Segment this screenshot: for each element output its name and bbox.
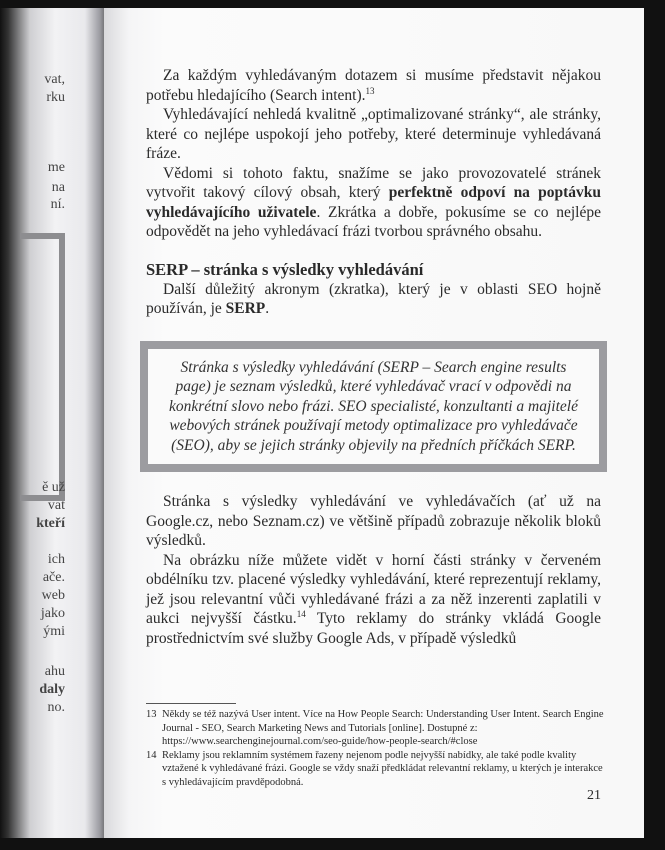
background-edge xyxy=(643,0,665,850)
left-fragment: vat, xyxy=(44,72,65,87)
left-fragment: na xyxy=(51,180,65,195)
left-fragment: ě už xyxy=(42,480,65,495)
background-edge xyxy=(0,0,665,8)
paragraph: Další důležitý akronym (zkratka), který je v oblasti SEO hojně používán, je SERP. xyxy=(146,280,601,317)
left-fragment: daly xyxy=(39,682,65,697)
footnote-ref: 13 xyxy=(365,85,375,96)
left-fragment: rku xyxy=(46,90,65,105)
definition-box: Stránka s výsledky vyhledávání (SERP – Search engine results page) je seznam výsledků, které vyhledávač vrací v odpovědi na konkrétní slovo nebo frázi. SEO specialisté, konzultanti a majitelé webových stránek používají metody optimalizace pro vyhledávače (SEO), aby se jejich stránky objevily na předních příčkách SERP. xyxy=(140,341,607,473)
left-fragment: ahu xyxy=(44,664,65,679)
left-fragment: ich xyxy=(47,552,65,567)
left-fragment: kteří xyxy=(36,516,65,531)
paragraph: Vědomi si tohoto faktu, snažíme se jako provozovatelé stránek vytvořit takový cílový obsah, který perfektně odpoví na poptávku vyhledávajícího uživatele. Zkrátka a dobře, pokusíme se co nejlépe odpovědět na jeho vyhledávací frázi tvorbou správného obsahu. xyxy=(146,164,601,240)
page-number: 21 xyxy=(587,788,601,803)
left-fragment: ače. xyxy=(42,570,65,585)
footnote: 14 Reklamy jsou reklamním systémem řazeny nejenom podle nejvyšší nabídky, ale také podle kvality vztažené k vyhledávané frázi. Google se vždy snaží předkládat relevantní reklamy, u kterých je interakce s vyhledávajícím pravděpodobná. xyxy=(146,749,603,788)
paragraph: Za každým vyhledávaným dotazem si musíme představit nějakou potřebu hledajícího (Search intent).$^{13}$ xyxy=(146,67,601,104)
left-fragment: me xyxy=(47,160,65,175)
footnote: 13 Někdy se též nazývá User intent. Více na How People Search: Understanding User Intent. Search Engine Journal - SEO, Search Marketing News and Tutorials [online]. Dostupné z: https://www.searchenginejournal.com/seo-guide/how-people-search/#close xyxy=(146,709,604,747)
book-page xyxy=(104,8,644,838)
background-edge xyxy=(0,838,665,850)
left-page-edge xyxy=(0,0,110,850)
left-fragment: vat xyxy=(47,498,65,513)
left-fragment: web xyxy=(41,588,65,603)
paragraph: Vyhledávající nehledá kvalitně „optimalizované stránky“, ale stránky, které co nejlépe uspokojí jeho potřeby, které determinuje vyhledávaná fráze. xyxy=(146,106,601,162)
page-body xyxy=(146,66,601,648)
left-page-box xyxy=(20,233,65,501)
left-fragment: no. xyxy=(47,700,65,715)
section-heading: SERP – stránka s výsledky vyhledávání xyxy=(146,259,424,279)
left-fragment: ými xyxy=(43,624,65,639)
paragraph: Stránka s výsledky vyhledávání ve vyhledávačích (ať už na Google.cz, nebo Seznam.cz) ve většině případů zobrazuje několik bloků výsledků. xyxy=(146,493,601,549)
footnotes xyxy=(146,708,606,789)
paragraph: Na obrázku níže můžete vidět v horní části stránky v červeném obdélníku tzv. placené výsledky vyhledávání, které reprezentují reklamy, jež jsou relevantní vůči vyhledávané frázi a za něž inzerenti zaplatili v aukci nejvyšší částku.$^{14}$ Tyto reklamy do stránky vkládá Google prostřednictvím své služby Google Ads, v případě výsledků xyxy=(146,551,601,647)
footnote-ref: 14 xyxy=(296,609,306,619)
left-fragment: ní. xyxy=(50,197,65,212)
footnote-divider xyxy=(146,703,236,704)
left-fragment: jako xyxy=(40,606,65,621)
